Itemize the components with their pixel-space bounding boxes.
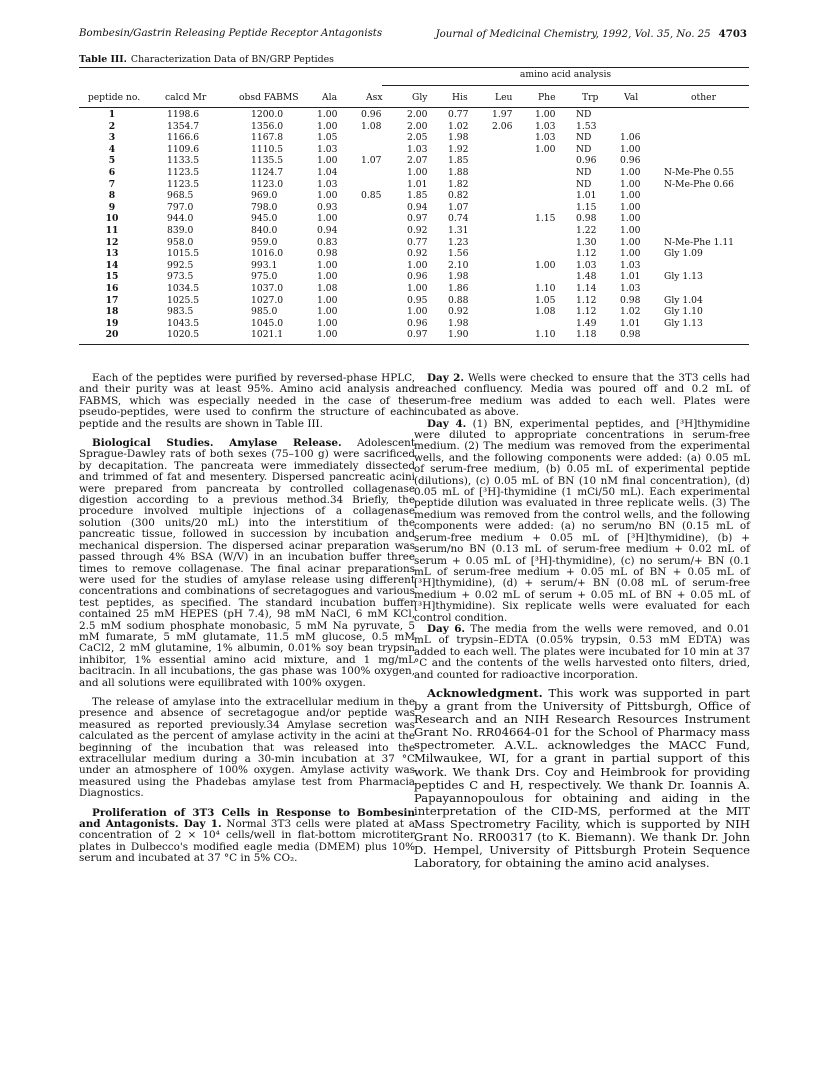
cell-asx: 1.07 (361, 155, 382, 167)
cell-gly: 0.96 (407, 271, 428, 283)
paragraph-proliferation (79, 808, 415, 865)
cell-peptide-no: 1 (108, 109, 116, 120)
cell-peptide-no: 20 (105, 329, 119, 341)
cell-trp: 1.22 (576, 225, 597, 236)
cell-other: Gly 1.10 (664, 306, 703, 318)
section-heading-biological-studies: Biological Studies. Amylase Release. (92, 437, 342, 450)
cell-trp: 1.18 (576, 329, 597, 341)
cell-leu: 2.06 (492, 120, 513, 132)
cell-calcd-mr: 983.5 (167, 306, 194, 318)
table-row (79, 191, 749, 202)
table-row (79, 249, 749, 260)
cell-trp: ND (576, 132, 592, 144)
cell-val: 1.02 (620, 306, 641, 318)
cell-ala: 1.00 (317, 190, 338, 202)
cell-gly: 1.00 (407, 283, 428, 294)
cell-other: Gly 1.13 (664, 317, 703, 329)
table-row (79, 330, 749, 341)
cell-obsd-fabms: 1027.0 (251, 294, 284, 306)
cell-calcd-mr: 958.0 (167, 236, 194, 248)
cell-asx: 1.08 (361, 120, 382, 132)
cell-peptide-no: 6 (108, 167, 116, 178)
cell-obsd-fabms: 1016.0 (251, 248, 284, 260)
paragraph-day4 (414, 419, 750, 624)
cell-gly: 0.97 (407, 213, 428, 225)
cell-trp: ND (576, 109, 592, 120)
cell-obsd-fabms: 1021.1 (251, 329, 284, 341)
cell-peptide-no: 18 (105, 306, 119, 318)
day2-heading: Day 2. (427, 372, 464, 384)
col-header-calcd-mr: calcd Mr (165, 92, 207, 103)
cell-ala: 1.00 (317, 120, 338, 132)
cell-obsd-fabms: 945.0 (251, 213, 278, 225)
cell-calcd-mr: 1043.5 (167, 317, 200, 329)
cell-other: Gly 1.04 (664, 294, 703, 306)
cell-his: 1.98 (448, 271, 469, 283)
proliferation-day1-text: Normal 3T3 cells were plated at a concentration of 2 × 10⁴ cells/well in flat-bottom microtiter plates in Dulbecco's modified eagle media (DMEM) plus 10% serum and incubated at 37 °C in 5% CO₂. (79, 818, 415, 865)
table-row (79, 272, 749, 283)
col-header-ala: Ala (322, 92, 338, 103)
col-header-his: His (452, 92, 468, 103)
cell-peptide-no: 15 (105, 271, 119, 283)
table-row (79, 238, 749, 249)
table-row (79, 145, 749, 156)
cell-his: 1.82 (448, 178, 469, 190)
cell-trp: 0.96 (576, 155, 597, 167)
cell-other: Gly 1.09 (664, 248, 703, 260)
acknowledgment-heading: Acknowledgment. (427, 685, 543, 700)
cell-trp: 1.49 (576, 317, 597, 329)
cell-phe: 1.10 (535, 283, 556, 294)
cell-val: 1.00 (620, 143, 641, 155)
table-label: Table III. (79, 54, 127, 65)
table-header-rule (79, 107, 749, 108)
amino-acid-group-header: amino acid analysis (519, 69, 612, 80)
col-header-leu: Leu (495, 92, 513, 103)
cell-val: 1.00 (620, 201, 641, 213)
cell-obsd-fabms: 798.0 (251, 201, 278, 213)
cell-asx: 0.85 (361, 190, 382, 202)
cell-gly: 2.00 (407, 109, 428, 120)
cell-his: 1.98 (448, 132, 469, 144)
cell-trp: ND (576, 178, 592, 190)
col-header-val: Val (624, 92, 639, 103)
cell-trp: 1.01 (576, 190, 597, 202)
cell-peptide-no: 10 (105, 213, 119, 225)
paragraph-day6 (414, 624, 750, 681)
cell-his: 1.07 (448, 201, 469, 213)
cell-ala: 1.00 (317, 213, 338, 225)
paragraph-amylase-release (79, 438, 415, 689)
cell-ala: 0.98 (317, 248, 338, 260)
day6-text: The media from the wells were removed, and 0.01 mL of trypsin–EDTA (0.05% trypsin, 0.53 mM EDTA) was added to each well. The plates were incubated for 10 min at 37 °C and the contents of the wells harvested onto filters, dried, and counted for radioactive incorporation. (414, 622, 751, 681)
cell-calcd-mr: 797.0 (167, 201, 194, 213)
cell-leu: 1.97 (492, 109, 513, 120)
cell-his: 1.92 (448, 143, 469, 155)
cell-obsd-fabms: 993.1 (251, 259, 278, 271)
cell-gly: 1.85 (407, 190, 428, 202)
cell-trp: 1.12 (576, 294, 597, 306)
cell-ala: 1.00 (317, 317, 338, 329)
cell-gly: 1.03 (407, 143, 428, 155)
day2-text: Wells were checked to ensure that the 3T3 cells had reached confluency. Media was poured off and 0.2 mL of serum-free medium was added to each well. Plates were incubated as above. (414, 372, 750, 419)
cell-gly: 0.94 (407, 201, 428, 213)
cell-peptide-no: 14 (105, 259, 119, 271)
col-header-gly: Gly (412, 92, 428, 103)
col-header-trp: Trp (582, 92, 599, 103)
table-row (79, 133, 749, 144)
cell-gly: 0.77 (407, 236, 428, 248)
cell-his: 0.82 (448, 190, 469, 202)
table-row (79, 203, 749, 214)
cell-gly: 1.00 (407, 259, 428, 271)
cell-calcd-mr: 1198.6 (167, 109, 200, 120)
cell-ala: 1.04 (317, 167, 338, 178)
cell-ala: 1.00 (317, 109, 338, 120)
cell-phe: 1.00 (535, 109, 556, 120)
cell-trp: 1.15 (576, 201, 597, 213)
cell-calcd-mr: 1020.5 (167, 329, 200, 341)
cell-obsd-fabms: 1124.7 (251, 167, 284, 178)
table-title: Characterization Data of BN/GRP Peptides (130, 54, 334, 65)
table-row (79, 156, 749, 167)
cell-trp: 1.30 (576, 236, 597, 248)
cell-gly: 0.95 (407, 294, 428, 306)
cell-gly: 1.00 (407, 167, 428, 178)
cell-ala: 1.00 (317, 259, 338, 271)
cell-phe: 1.03 (535, 132, 556, 144)
cell-peptide-no: 16 (105, 283, 119, 294)
cell-obsd-fabms: 1135.5 (251, 155, 284, 167)
cell-ala: 1.03 (317, 178, 338, 190)
cell-gly: 0.92 (407, 225, 428, 236)
cell-ala: 1.00 (317, 271, 338, 283)
cell-val: 1.00 (620, 190, 641, 202)
cell-trp: ND (576, 167, 592, 178)
table-row (79, 168, 749, 179)
table-caption (79, 54, 334, 65)
cell-val: 1.01 (620, 271, 641, 283)
cell-ala: 0.94 (317, 225, 338, 236)
cell-val: 1.00 (620, 248, 641, 260)
cell-gly: 1.01 (407, 178, 428, 190)
cell-val: 1.06 (620, 132, 641, 144)
cell-calcd-mr: 1354.7 (167, 120, 200, 132)
cell-asx: 0.96 (361, 109, 382, 120)
cell-ala: 1.08 (317, 283, 338, 294)
right-text-column (414, 373, 750, 870)
cell-val: 1.01 (620, 317, 641, 329)
cell-other: N-Me-Phe 0.66 (664, 178, 735, 190)
cell-val: 1.00 (620, 236, 641, 248)
day6-heading: Day 6. (427, 622, 466, 635)
cell-calcd-mr: 1034.5 (167, 283, 200, 294)
cell-obsd-fabms: 969.0 (251, 190, 278, 202)
cell-val: 1.00 (620, 178, 641, 190)
cell-ala: 1.00 (317, 306, 338, 318)
cell-his: 1.56 (448, 248, 469, 260)
cell-phe: 1.10 (535, 329, 556, 341)
cell-obsd-fabms: 1110.5 (251, 143, 284, 155)
running-header-right (436, 28, 747, 40)
page-number: 4703 (718, 28, 747, 40)
cell-peptide-no: 5 (108, 155, 116, 167)
cell-ala: 1.00 (317, 294, 338, 306)
cell-val: 0.98 (620, 329, 641, 341)
cell-trp: 1.12 (576, 306, 597, 318)
cell-his: 1.90 (448, 329, 469, 341)
table-row (79, 226, 749, 237)
table-bottom-rule (79, 344, 749, 345)
paragraph-purification: Each of the peptides were purified by reversed-phase HPLC, and their purity was at least 95%. Amino acid analysis and FABMS, which was especially needed in the case of the pseudo-peptides, were used to confirm the structure of each peptide and the results are shown in Table III. (79, 372, 415, 430)
cell-ala: 0.83 (317, 236, 338, 248)
cell-obsd-fabms: 1037.0 (251, 283, 284, 294)
cell-phe: 1.03 (535, 120, 556, 132)
cell-trp: 1.12 (576, 248, 597, 260)
cell-peptide-no: 2 (108, 120, 116, 132)
table-row (79, 214, 749, 225)
paragraph-day2 (414, 373, 750, 419)
cell-his: 2.10 (448, 259, 469, 271)
cell-calcd-mr: 992.5 (167, 259, 194, 271)
cell-phe: 1.00 (535, 259, 556, 271)
table-row (79, 284, 749, 295)
table-top-rule (79, 67, 749, 68)
cell-calcd-mr: 968.5 (167, 190, 194, 202)
col-header-phe: Phe (538, 92, 556, 103)
cell-peptide-no: 17 (105, 294, 119, 306)
cell-obsd-fabms: 1045.0 (251, 317, 284, 329)
cell-peptide-no: 19 (105, 317, 119, 329)
cell-calcd-mr: 1015.5 (167, 248, 200, 260)
table-row (79, 180, 749, 191)
section-heading-proliferation: Proliferation of 3T3 Cells in Response to Bombesin and Antagonists. Day 1. (79, 806, 415, 831)
cell-trp: 1.53 (576, 120, 597, 132)
cell-peptide-no: 12 (105, 236, 119, 248)
col-header-peptide-no: peptide no. (87, 92, 141, 103)
cell-peptide-no: 3 (108, 132, 116, 144)
cell-gly: 2.07 (407, 155, 428, 167)
cell-phe: 1.05 (535, 294, 556, 306)
cell-calcd-mr: 1133.5 (167, 155, 200, 167)
col-header-obsd-fabms: obsd FABMS (239, 92, 299, 103)
cell-val: 1.00 (620, 167, 641, 178)
cell-calcd-mr: 1025.5 (167, 294, 200, 306)
acknowledgment-text: This work was supported in part by a grant from the University of Pittsburgh, Office of Research and an NIH Research Resources Instrument Grant No. RR04664-01 for the School of Pharmacy mass spectrometer. A.V.L. acknowledges the MACC Fund, Milwaukee, WI, for a grant in partial support of this work. We thank Drs. Coy and Heimbrook for providing peptides C and H, respectively. We thank Dr. Ioannis A. Papayannopoulous for obtaining and aiding in the interpretation of the CID-MS, performed at the MIT Mass Spectrometry Facility, which is supported by NIH Grant No. RR00317 (to K. Biemann). We thank Dr. John D. Hempel, University of Pittsburgh Protein Sequence Laboratory, for obtaining the amino acid analyses. (414, 685, 750, 871)
cell-obsd-fabms: 975.0 (251, 271, 278, 283)
cell-val: 1.03 (620, 283, 641, 294)
journal-citation: Journal of Medicinal Chemistry, 1992, Vol. 35, No. 25 (435, 29, 711, 40)
cell-calcd-mr: 944.0 (167, 213, 194, 225)
cell-peptide-no: 11 (105, 225, 119, 236)
cell-val: 0.96 (620, 155, 641, 167)
cell-other: Gly 1.13 (664, 271, 703, 283)
cell-peptide-no: 7 (108, 178, 116, 190)
cell-obsd-fabms: 959.0 (251, 236, 278, 248)
table-row (79, 122, 749, 133)
cell-val: 0.98 (620, 294, 641, 306)
cell-his: 0.74 (448, 213, 469, 225)
cell-trp: 1.03 (576, 259, 597, 271)
cell-other: N-Me-Phe 1.11 (664, 236, 735, 248)
cell-gly: 2.00 (407, 120, 428, 132)
table-row (79, 319, 749, 330)
cell-obsd-fabms: 1200.0 (251, 109, 284, 120)
cell-trp: 1.48 (576, 271, 597, 283)
cell-his: 1.86 (448, 283, 469, 294)
cell-obsd-fabms: 1123.0 (251, 178, 284, 190)
cell-his: 0.77 (448, 109, 469, 120)
running-header-left: Bombesin/Gastrin Releasing Peptide Receptor Antagonists (79, 28, 383, 39)
cell-ala: 1.05 (317, 132, 338, 144)
table-row (79, 110, 749, 121)
cell-calcd-mr: 1166.6 (167, 132, 200, 144)
cell-obsd-fabms: 1167.8 (251, 132, 284, 144)
left-text-column (79, 373, 415, 865)
cell-val: 1.03 (620, 259, 641, 271)
cell-his: 1.98 (448, 317, 469, 329)
cell-ala: 1.00 (317, 329, 338, 341)
cell-calcd-mr: 973.5 (167, 271, 194, 283)
cell-phe: 1.15 (535, 213, 556, 225)
amylase-methods-text: Adolescent Sprague-Dawley rats of both sexes (75–100 g) were sacrificed by decapitation. The pancreata were immediately dissected and trimmed of fat and mesentery. Dispersed pancreatic acini were prepared from pancreata by controlled collagenase digestion according to a previous method.34 Briefly, the procedure involved multiple injections of a collagenase solution (300 units/20 mL) into the interstitium of the pancreatic tissue, followed in succession by incubation and mechanical dispersion. The dispersed acinar preparation was passed through 4% BSA (W/V) in an incubation buffer three times to remove collagenase. The final acinar preparations were used for the studies of amylase release using different concentrations and combinations of secretagogues and various test peptides, as specified. The standard incubation buffer contained 25 mM HEPES (pH 7.4), 98 mM NaCl, 6 mM KCl, 2.5 mM sodium phosphate monobasic, 5 mM Na pyruvate, 5 mM fumarate, 5 mM glutamate, 11.5 mM glucose, 0.5 mM CaCl2, 2 mM glutamine, 1% albumin, 0.01% soy bean trypsin inhibitor, 1% essential amino acid mixture, and 1 mg/mL bacitracin. In all incubations, the gas phase was 100% oxygen, and all solutions were equilibrated with 100% oxygen. (79, 437, 415, 689)
cell-his: 1.85 (448, 155, 469, 167)
table-row (79, 296, 749, 307)
cell-obsd-fabms: 985.0 (251, 306, 278, 318)
cell-phe: 1.00 (535, 143, 556, 155)
cell-gly: 0.96 (407, 317, 428, 329)
cell-calcd-mr: 1109.6 (167, 143, 200, 155)
cell-ala: 0.93 (317, 201, 338, 213)
cell-his: 1.88 (448, 167, 469, 178)
cell-gly: 2.05 (407, 132, 428, 144)
cell-peptide-no: 13 (105, 248, 119, 260)
cell-val: 1.00 (620, 213, 641, 225)
table-row (79, 261, 749, 272)
paragraph-amylase-measurement: The release of amylase into the extracellular medium in the presence and absence of secretagogue and/or peptide was measured as reported previously.34 Amylase secretion was calculated as the percent of amylase activity in the acini at the beginning of the incubation that was released into the extracellular medium during a 30-min incubation at 37 °C under an atmosphere of 100% oxygen. Amylase activity was measured using the Phadebas amylase test from Pharmacia Diagnostics. (79, 695, 415, 800)
cell-phe: 1.08 (535, 306, 556, 318)
cell-trp: ND (576, 143, 592, 155)
cell-his: 0.92 (448, 306, 469, 318)
cell-calcd-mr: 1123.5 (167, 178, 200, 190)
day4-text: (1) BN, experimental peptides, and [³H]thymidine were diluted to appropriate concentrations in serum-free medium. (2) The medium was removed from the experimental wells, and the following components were added: (a) 0.05 mL of serum-free medium, (b) 0.05 mL of experimental peptide (dilutions), (c) 0.05 mL of BN (10 nM final concentration), (d) 0.05 mL of [³H]-thymidine (1 mCi/50 mL). Each experimental peptide dilution was evaluated in three replicate wells. (3) The medium was removed from the control wells, and the following components were added: (a) no serum/no BN (0.15 mL of serum-free medium + 0.05 mL of [³H]thymidine), (b) + serum/no BN (0.13 mL of serum-free medium + 0.02 mL of serum + 0.05 mL of [³H]-thymidine), (c) no serum/+ BN (0.1 mL of serum-free medium + 0.05 mL of BN + 0.05 mL of [³H]thymidine), (d) + serum/+ BN (0.08 mL of serum-free medium + 0.02 mL of serum + 0.05 mL of BN + 0.05 mL of [³H]thymidine). Six replicate wells were evaluated for each control condition. (414, 417, 750, 624)
cell-gly: 0.92 (407, 248, 428, 260)
cell-other: N-Me-Phe 0.55 (664, 167, 735, 178)
cell-peptide-no: 4 (108, 143, 116, 155)
cell-peptide-no: 8 (108, 190, 116, 202)
paragraph-acknowledgment (414, 687, 750, 870)
group-header-rule (382, 85, 749, 86)
cell-obsd-fabms: 1356.0 (251, 120, 284, 132)
cell-trp: 0.98 (576, 213, 597, 225)
cell-his: 1.02 (448, 120, 469, 132)
cell-his: 1.23 (448, 236, 469, 248)
day4-heading: Day 4. (427, 417, 467, 430)
cell-gly: 1.00 (407, 306, 428, 318)
col-header-other: other (691, 92, 716, 103)
cell-his: 0.88 (448, 294, 469, 306)
cell-ala: 1.00 (317, 155, 338, 167)
cell-peptide-no: 9 (108, 201, 116, 213)
table-header-row (79, 92, 749, 104)
cell-ala: 1.03 (317, 143, 338, 155)
cell-val: 1.00 (620, 225, 641, 236)
table-row (79, 307, 749, 318)
cell-obsd-fabms: 840.0 (251, 225, 278, 236)
col-header-asx: Asx (366, 92, 383, 103)
cell-his: 1.31 (448, 225, 469, 236)
cell-calcd-mr: 1123.5 (167, 167, 200, 178)
cell-gly: 0.97 (407, 329, 428, 341)
cell-trp: 1.14 (576, 283, 597, 294)
cell-calcd-mr: 839.0 (167, 225, 194, 236)
